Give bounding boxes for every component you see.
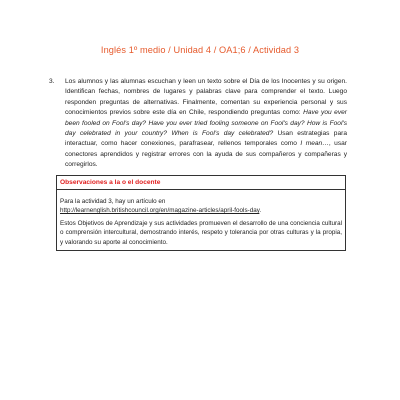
teacher-notes-paragraph-1 xyxy=(60,197,342,216)
activity-filler-phrase: I mean… xyxy=(300,140,329,148)
link-suffix: . xyxy=(259,207,262,215)
teacher-notes-intro: Para la actividad 3, hay un artículo en xyxy=(60,198,166,205)
activity-description xyxy=(49,77,348,171)
activity-text-part3: , usar conectores aprendidos y registrar errores con la ayuda de sus compañeros y compañeras y corregirlos. xyxy=(65,140,347,169)
activity-text-part1: Los alumnos y las alumnas escuchan y leen un texto sobre el Día de los Inocentes y su origen. Identifican fechas, nombres de lugares y palabras clave para comprender el texto. Luego responden preguntas de alternativas. Finalmente, comentan su experiencia personal y sus conocimientos previos sobre este día en Chile, respondiendo preguntas como: xyxy=(65,78,347,117)
activity-questions: Have you ever been fooled on Fool's day? Have you ever tried fooling someone on Fool's day? How is Fool's day celebrated in your country? When is Fool's day celebrated? xyxy=(65,109,347,138)
activity-number: 3. xyxy=(49,78,55,85)
teacher-notes-heading: Observaciones a la o el docente xyxy=(57,176,345,190)
teacher-notes-body xyxy=(57,190,345,247)
teacher-notes-paragraph-2: Estos Objetivos de Aprendizaje y sus actividades promueven el desarrollo de una conciencia cultural o comprensión intercultural, demostrando interés, respeto y tolerancia por otras culturas y la propia, y valorando su aporte al conocimiento. xyxy=(60,219,342,246)
article-link[interactable]: http://learnenglish.britishcouncil.org/en/magazine-articles/april-fools-day xyxy=(60,207,260,215)
page-title: Inglés 1º medio / Unidad 4 / OA1;6 / Actividad 3 xyxy=(100,45,300,55)
activity-text-part2: Usan estrategias para interactuar, como hacer conexiones, parafrasear, rellenos temporales como xyxy=(65,130,348,148)
teacher-notes-box xyxy=(56,175,346,251)
